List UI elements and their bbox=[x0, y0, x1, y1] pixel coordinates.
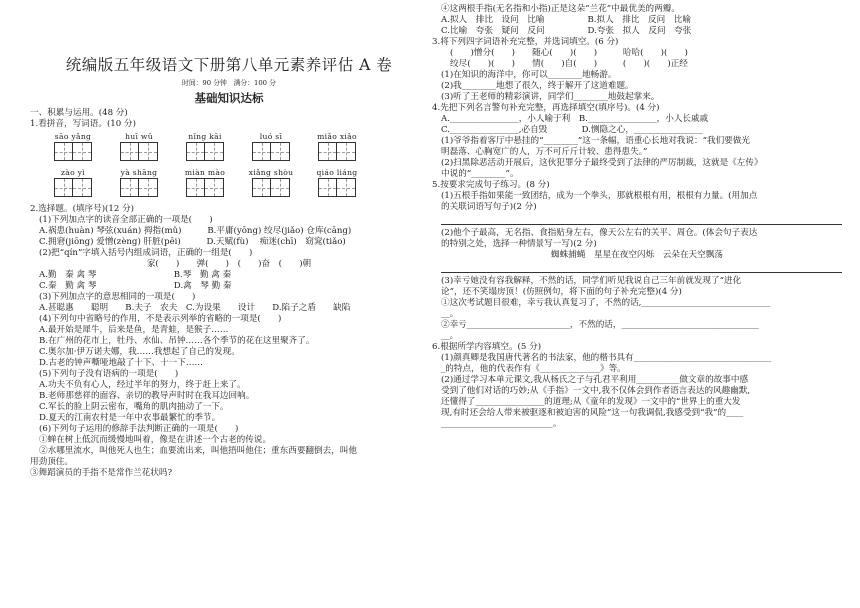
question-line: 的特别之处，选择一种情景写一写)(2 分) bbox=[441, 239, 597, 249]
question-line: 家( ) 弹( ) ( )奋 ( )朝 bbox=[146, 259, 312, 270]
section-subtitle: 基础知识达标 bbox=[194, 90, 264, 105]
question-line: C.比喻 夸张 疑问 反问 D.夸张 拟人 反问 夸张 bbox=[441, 26, 692, 36]
question-line: A.甚聪惠 聪明 B.夫子 农夫 C.为设果 设计 D.陷子之盾 缺陷 bbox=[39, 303, 351, 314]
question-line: (4)下列句中省略号的作用，不是表示列举的省略的一项是( ) bbox=[39, 314, 282, 325]
question-line: ②幸亏________________________，不然的话，________________________________ bbox=[441, 320, 759, 330]
writing-grid[interactable] bbox=[120, 178, 158, 197]
pinyin-word bbox=[304, 168, 370, 201]
writing-cell[interactable] bbox=[271, 142, 290, 161]
writing-cell[interactable] bbox=[120, 178, 139, 197]
question-line: 的关联词语写句子)(2 分) bbox=[441, 202, 537, 212]
question-line: 中说的“________”。 bbox=[441, 169, 519, 179]
question-line: 4.先把下列名言警句补充完整，再选择填空(填序号)。(4 分) bbox=[432, 103, 660, 113]
right-question-lines bbox=[432, 4, 842, 430]
question-line: (6)下列句子运用的修辞手法判断正确的一项是( ) bbox=[39, 424, 239, 435]
question-line: A.拟人 排比 设问 比喻 B.拟人 排比 反问 比喻 bbox=[441, 15, 692, 25]
question-line: (2)把“qín”字填入括号内组成词语，正确的一组是( ) bbox=[39, 248, 253, 259]
question-line: 蜘蛛捕蝇 星星在夜空闪烁 云朵在天空飘荡 bbox=[551, 250, 723, 260]
pinyin-word bbox=[172, 132, 238, 165]
writing-cell[interactable] bbox=[73, 178, 92, 197]
question-line: 还懂得了________________的道理;从《童年的发现》一文中的“世界上的重大发 bbox=[441, 397, 741, 407]
question-line: D.古老的钟声嘶哑地敲了十下、十一下…… bbox=[39, 358, 204, 369]
question-line: 论”，还不笑塌房顶！(仿照例句，将下面的句子补充完整)(4 分) bbox=[441, 287, 682, 297]
writing-cell[interactable] bbox=[337, 178, 356, 197]
question-line: A.祸患(huàn) 琴弦(xuán) 拇指(mǔ) B.平庸(yōng) 绞尽(jiǎo) 仓库(cāng) bbox=[39, 226, 352, 237]
question-line: (3)下列加点字的意思相同的一项是( ) bbox=[39, 292, 196, 303]
question-line: __________________________。 bbox=[441, 419, 562, 429]
writing-cell[interactable] bbox=[252, 142, 271, 161]
question-line: ①这次考试题目很难，幸亏我认真复习了，不然的话,______________________________ bbox=[441, 298, 771, 308]
question-line: ④这两根手指(无名指和小指)正是这朵“兰花”中最优美的两瓣。 bbox=[441, 4, 680, 14]
question-line: C.军长的脸上阴云密布，嘴角的肌肉抽动了一下。 bbox=[39, 402, 229, 413]
pinyin-text: nǐng kāi bbox=[188, 132, 222, 142]
answer-line[interactable] bbox=[441, 214, 842, 225]
pinyin-word bbox=[106, 132, 172, 165]
question-line: A.勤 秦 禽 琴 B.琴 勤 禽 秦 bbox=[39, 270, 232, 281]
writing-grid[interactable] bbox=[54, 178, 92, 197]
pinyin-word bbox=[304, 132, 370, 165]
writing-grid[interactable] bbox=[318, 178, 356, 197]
question-line: C.秦 勤 禽 琴 D.禽 琴 勤 秦 bbox=[39, 281, 232, 292]
writing-cell[interactable] bbox=[205, 142, 224, 161]
question-line: B.在广州的花市上，牡丹、水仙、吊钟……各个季节的花在这里聚齐了。 bbox=[39, 336, 315, 347]
pinyin-text: yà shāng bbox=[120, 168, 158, 178]
writing-cell[interactable] bbox=[205, 178, 224, 197]
right-column bbox=[432, 4, 842, 430]
writing-grid[interactable] bbox=[120, 142, 158, 161]
writing-cell[interactable] bbox=[54, 142, 73, 161]
question-line: A.最开始是犀牛，后来是鱼，是青蛙，是猴子…… bbox=[39, 325, 229, 336]
writing-cell[interactable] bbox=[73, 142, 92, 161]
question-line: 明磊落、心胸宽广的人，万不可斤斤计较、患得患失。” bbox=[441, 147, 648, 157]
question-line: (3)听了王老师的精彩演讲，同学们________地鼓起掌来。 bbox=[441, 92, 660, 102]
pinyin-word bbox=[238, 132, 304, 165]
writing-cell[interactable] bbox=[54, 178, 73, 197]
pinyin-word bbox=[106, 168, 172, 201]
question-line: 用劲顶住。 bbox=[30, 457, 73, 468]
question-line: __。 bbox=[441, 331, 459, 341]
question-line: C.奥尔加·伊万诺夫娜，我……我想起了自己的发现。 bbox=[39, 347, 240, 358]
question-line: (1)在知识的海洋中，你可以________地畅游。 bbox=[441, 70, 617, 80]
pinyin-text: zào yì bbox=[60, 168, 86, 178]
question-line: ①蝉在树上低沉而缓慢地叫着，像是在讲述一个古老的传说。 bbox=[39, 435, 272, 446]
question-line: 6.根据所学内容填空。(5 分) bbox=[432, 342, 542, 352]
section-heading: 一、积累与运用。(48 分) bbox=[30, 108, 128, 119]
question-line: (1)五根手指如果能一致团结，成为一个拳头，那就根根有用，根根有力量。(用加点 bbox=[441, 191, 758, 201]
pinyin-text: xiǎng shòu bbox=[248, 168, 294, 178]
question-2-heading: 2.选择题。(填序号)(12 分) bbox=[30, 204, 135, 215]
question-line: 现,有时还会给人带来被驱逐和被迫害的风险”这一句我调侃,我感受到“我”的____ bbox=[441, 408, 744, 418]
question-line: (3)幸亏她没有容我解释，不然的话，同学们听见我说自己三年前就发现了“进化 bbox=[441, 276, 742, 286]
pinyin-word bbox=[40, 132, 106, 165]
writing-cell[interactable] bbox=[186, 178, 205, 197]
page-title: 统编版五年级语文下册第八单元素养评估 A 卷 bbox=[65, 56, 393, 74]
writing-grid[interactable] bbox=[318, 142, 356, 161]
question-line: (1)爷爷指着客厅中悬挂的“________”这一条幅，语重心长地对我说：“我们要做光 bbox=[441, 136, 750, 146]
question-line: (2)通过学习本单元课文,我从杨氏之子与孔君平利用__________做文章的故事中感 bbox=[441, 375, 749, 385]
writing-cell[interactable] bbox=[186, 142, 205, 161]
pinyin-text: miàn mào bbox=[184, 168, 226, 178]
pinyin-row-2 bbox=[40, 168, 428, 201]
question-line: A.功夫不负有心人，经过半年的努力，终于赶上来了。 bbox=[39, 380, 246, 391]
pinyin-word bbox=[238, 168, 304, 201]
question-line: (5)下列句子没有语病的一项是( ) bbox=[39, 369, 179, 380]
pinyin-text: luó sī bbox=[259, 132, 283, 142]
pinyin-text: qiáo liáng bbox=[316, 168, 358, 178]
question-line: __。 bbox=[441, 309, 459, 319]
pinyin-word bbox=[40, 168, 106, 201]
question-line: (2)我________地想了很久，终于解开了这道难题。 bbox=[441, 81, 634, 91]
writing-cell[interactable] bbox=[139, 178, 158, 197]
writing-cell[interactable] bbox=[252, 178, 271, 197]
writing-grid[interactable] bbox=[186, 178, 224, 197]
answer-line[interactable] bbox=[441, 262, 842, 273]
exam-meta: 时间：90 分钟 满分：100 分 bbox=[182, 78, 276, 87]
question-line: C.拥窘(jiōng) 爱憎(zèng) 肝脏(pēi) D.天赋(fù) 痴迷(chī) 窈窕(tiǎo) bbox=[39, 237, 346, 248]
question-line: 3.将下列四字词语补充完整，并选词填空。(6 分) bbox=[432, 37, 619, 47]
left-column bbox=[30, 56, 428, 479]
writing-cell[interactable] bbox=[271, 178, 290, 197]
question-line: ②水哪里流水，叫他死人也生；血要流出来，叫他捂叫他住；重东西要翻倒去，叫他 bbox=[39, 446, 357, 457]
question-line: 绞尽( )( ) 情( )自( ) ( )( )正经 bbox=[450, 59, 688, 69]
question-line: ( )憎分( ) 随心( )( ) 哈哈( )( ) bbox=[450, 48, 688, 58]
writing-cell[interactable] bbox=[120, 142, 139, 161]
question-line: C.________________,必自毁 D.恻隐之心，________________ bbox=[441, 125, 703, 135]
question-1-heading: 1.看拼音，写词语。(10 分) bbox=[30, 119, 136, 130]
question-line: ③舞蹈演员的手指不是常作兰花状吗? bbox=[30, 468, 173, 479]
pinyin-text: sāo yǎng bbox=[54, 132, 92, 142]
writing-grid[interactable] bbox=[54, 142, 92, 161]
writing-grid[interactable] bbox=[252, 178, 290, 197]
question-line: _的特点，他的代表作有《______________》等。 bbox=[441, 364, 626, 374]
writing-cell[interactable] bbox=[318, 178, 337, 197]
left-question-lines bbox=[30, 215, 428, 479]
question-line: (2)扫黑除恶活动开展后，这伙犯罪分子最终受到了法律的严厉制裁，这就是《左传》 bbox=[441, 158, 763, 168]
pinyin-text: miǎo xiǎo bbox=[317, 132, 357, 142]
writing-grid[interactable] bbox=[186, 142, 224, 161]
pinyin-word bbox=[172, 168, 238, 201]
question-line: (1)下列加点字的读音全部正确的一项是( ) bbox=[39, 215, 213, 226]
question-line: (2)他个子最高，无名指、食指贴身左右，像天公左右的关平、周仓。(体会句子表达 bbox=[441, 228, 758, 238]
question-line: (1)颜真卿是我国唐代著名的书法家，他的楷书具有________________________________ bbox=[441, 353, 772, 363]
writing-cell[interactable] bbox=[318, 142, 337, 161]
question-line: D.夏天的江南农村是一年中农事最繁忙的季节。 bbox=[39, 413, 221, 424]
writing-grid[interactable] bbox=[252, 142, 290, 161]
writing-cell[interactable] bbox=[139, 142, 158, 161]
question-line: B.老师那慈祥的面容、亲切的教导声时时在我耳边回响。 bbox=[39, 391, 255, 402]
question-line: 5.按要求完成句子练习。(8 分) bbox=[432, 180, 550, 190]
pinyin-text: huī wǔ bbox=[125, 132, 153, 142]
writing-cell[interactable] bbox=[337, 142, 356, 161]
question-line: 受到了他们对话的巧妙;从《手指》一文中,我不仅体会到作者语言表达的风趣幽默, bbox=[441, 386, 751, 396]
pinyin-row-1 bbox=[40, 132, 428, 165]
question-line: A.________________，小人喻于利 B.________________，小人长戚戚 bbox=[441, 114, 709, 124]
